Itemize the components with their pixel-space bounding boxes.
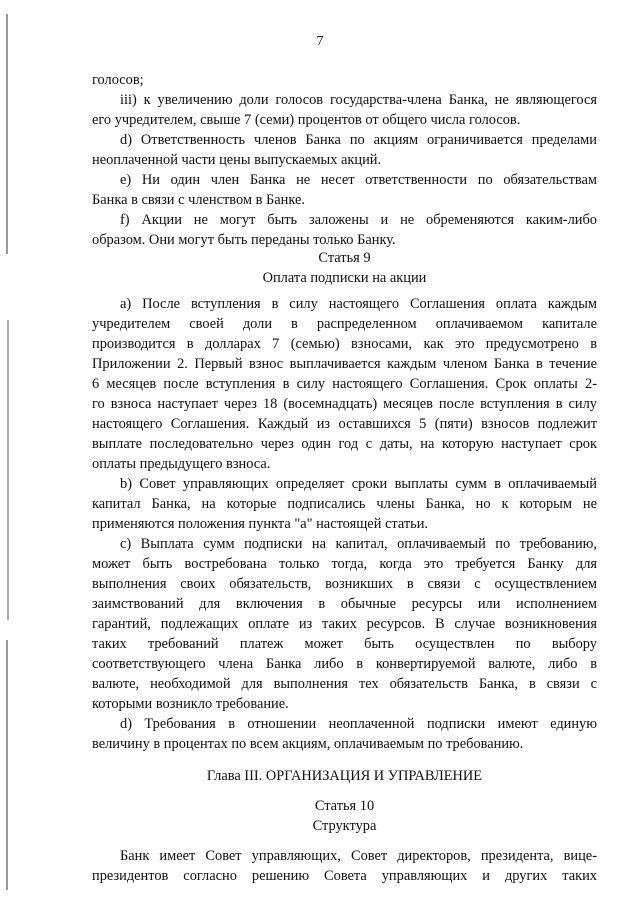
text-line: учредителем своей доли в распределенном оплачиваемом капитале: [92, 316, 597, 332]
text-line: президентов согласно решению Совета управляющих и других таких: [92, 868, 597, 884]
text-line: голосов;: [92, 72, 144, 88]
text-line: Приложении 2. Первый взнос выплачивается каждым членом Банка в течение: [92, 356, 597, 372]
scan-edge-line: [7, 320, 9, 620]
text-line: Банк имеет Совет управляющих, Совет директоров, президента, вице-: [120, 848, 597, 864]
text-line: d) Ответственность членов Банка по акциям ограничивается пределами: [120, 132, 597, 148]
heading-line: Статья 9: [318, 250, 371, 266]
text-line: b) Совет управляющих определяет сроки выплаты сумм в оплачиваемый: [120, 476, 597, 492]
text-line: оплаты предыдущего взноса.: [92, 456, 271, 472]
text-line: заимствований для включения в обычные ресурсы или исполнением: [92, 596, 597, 612]
text-line: го взноса наступает через 18 (восемнадцать) месяцев после вступления в силу: [92, 396, 597, 412]
text-line: 6 месяцев после вступления в силу настоящего Соглашения. Срок оплаты 2-: [92, 376, 597, 392]
text-line: его учредителем, свыше 7 (семи) процентов от общего числа голосов.: [92, 112, 521, 128]
heading-line: Глава III. ОРГАНИЗАЦИЯ И УПРАВЛЕНИЕ: [206, 768, 483, 784]
text-line: выплате последовательно через один год с даты, на которую наступает срок: [92, 436, 597, 452]
text-line: гарантий, подлежащих оплате из таких ресурсов. В случае возникновения: [92, 616, 597, 632]
text-line: iii) к увеличению доли голосов государства-члена Банка, не являющегося: [120, 92, 597, 108]
text-line: a) После вступления в силу настоящего Соглашения оплата каждым: [120, 296, 597, 312]
text-line: e) Ни один член Банка не несет ответственности по обязательствам: [120, 172, 597, 188]
text-line: которыми возникло требование.: [92, 696, 289, 712]
text-line: образом. Они могут быть переданы только Банку.: [92, 232, 396, 248]
text-line: валюте, необходимой для выполнения тех обязательств Банка, в связи с: [92, 676, 597, 692]
text-line: f) Акции не могут быть заложены и не обременяются каким-либо: [120, 212, 597, 228]
text-line: c) Выплата сумм подписки на капитал, оплачиваемый по требованию,: [120, 536, 597, 552]
text-line: соответствующего члена Банка либо в конвертируемой валюте, либо в: [92, 656, 597, 672]
page-number: 7: [316, 34, 324, 49]
text-line: капитал Банка, на которые подписались члены Банка, но к которым не: [92, 496, 597, 512]
text-line: может быть востребована только тогда, когда это требуется Банку для: [92, 556, 597, 572]
text-line: таких требований платеж может быть осуществлен по выбору: [92, 636, 597, 652]
scan-edge-line: [6, 640, 8, 890]
scan-edge-line: [6, 14, 8, 254]
heading-line: Статья 10: [314, 798, 375, 814]
text-line: величину в процентах по всем акциям, оплачиваемым по требованию.: [92, 736, 524, 752]
text-line: применяются положения пункта "а" настоящей статьи.: [92, 516, 429, 532]
text-line: настоящего Соглашения. Каждый из оставшихся 5 (пяти) взносов подлежит: [92, 416, 597, 432]
text-line: производится в долларах 7 (семью) взносами, как это предусмотрено в: [92, 336, 597, 352]
text-line: неоплаченной части цены выпускаемых акций.: [92, 152, 382, 168]
text-line: выполнения своих обязательств, возникших в связи с осуществлением: [92, 576, 597, 592]
heading-line: Оплата подписки на акции: [262, 270, 427, 286]
heading-line: Структура: [312, 818, 377, 834]
text-line: Банка в связи с членством в Банке.: [92, 192, 305, 208]
text-line: d) Требования в отношении неоплаченной подписки имеют единую: [120, 716, 597, 732]
